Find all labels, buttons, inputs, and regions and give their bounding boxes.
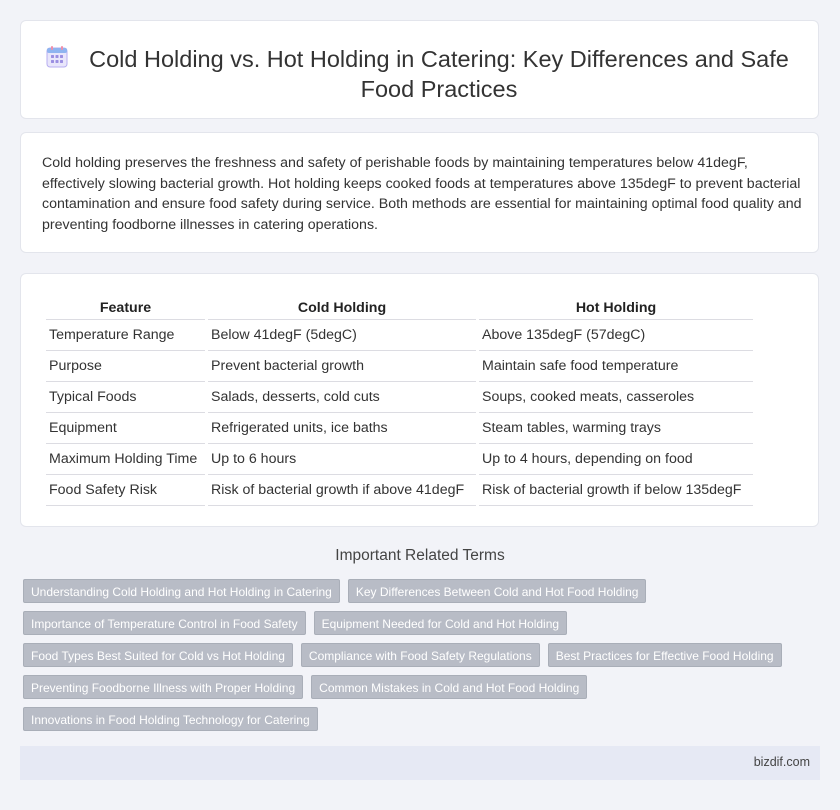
cell-hot: Maintain safe food temperature xyxy=(479,351,753,382)
related-term-tag[interactable]: Importance of Temperature Control in Food Safety xyxy=(23,611,306,635)
cell-cold: Up to 6 hours xyxy=(208,444,476,475)
table-row xyxy=(46,351,753,382)
footer-site-link[interactable]: bizdif.com xyxy=(753,755,810,769)
comparison-table xyxy=(43,296,756,506)
table-row xyxy=(46,382,753,413)
cell-feature: Equipment xyxy=(46,413,205,444)
cell-feature: Purpose xyxy=(46,351,205,382)
cell-hot: Above 135degF (57degC) xyxy=(479,320,753,351)
table-row xyxy=(46,413,753,444)
related-term-tag[interactable]: Compliance with Food Safety Regulations xyxy=(301,643,540,667)
related-term-tag[interactable]: Common Mistakes in Cold and Hot Food Holding xyxy=(311,675,587,699)
cell-cold: Risk of bacterial growth if above 41degF xyxy=(208,475,476,506)
cell-cold: Salads, desserts, cold cuts xyxy=(208,382,476,413)
cell-feature: Food Safety Risk xyxy=(46,475,205,506)
related-terms-list xyxy=(23,579,813,731)
footer-bar xyxy=(20,746,820,780)
intro-card xyxy=(20,132,819,253)
table-row xyxy=(46,320,753,351)
related-term-tag[interactable]: Food Types Best Suited for Cold vs Hot Holding xyxy=(23,643,293,667)
table-row xyxy=(46,475,753,506)
cell-cold: Prevent bacterial growth xyxy=(208,351,476,382)
cell-feature: Typical Foods xyxy=(46,382,205,413)
calendar-icon xyxy=(44,44,70,70)
column-header-hot: Hot Holding xyxy=(479,296,753,320)
page-title: Cold Holding vs. Hot Holding in Catering: Key Differences and Safe Food Practices xyxy=(89,46,789,102)
related-term-tag[interactable]: Understanding Cold Holding and Hot Holding in Catering xyxy=(23,579,340,603)
column-header-cold: Cold Holding xyxy=(208,296,476,320)
cell-hot: Up to 4 hours, depending on food xyxy=(479,444,753,475)
cell-cold: Refrigerated units, ice baths xyxy=(208,413,476,444)
column-header-feature: Feature xyxy=(46,296,205,320)
comparison-card xyxy=(20,273,819,527)
related-term-tag[interactable]: Best Practices for Effective Food Holding xyxy=(548,643,782,667)
cell-hot: Soups, cooked meats, casseroles xyxy=(479,382,753,413)
related-terms-heading: Important Related Terms xyxy=(335,547,505,564)
related-term-tag[interactable]: Preventing Foodborne Illness with Proper Holding xyxy=(23,675,303,699)
cell-hot: Steam tables, warming trays xyxy=(479,413,753,444)
cell-feature: Temperature Range xyxy=(46,320,205,351)
cell-cold: Below 41degF (5degC) xyxy=(208,320,476,351)
table-row xyxy=(46,444,753,475)
related-term-tag[interactable]: Key Differences Between Cold and Hot Food Holding xyxy=(348,579,647,603)
related-term-tag[interactable]: Innovations in Food Holding Technology for Catering xyxy=(23,707,318,731)
cell-hot: Risk of bacterial growth if below 135degF xyxy=(479,475,753,506)
related-term-tag[interactable]: Equipment Needed for Cold and Hot Holding xyxy=(314,611,567,635)
intro-paragraph: Cold holding preserves the freshness and safety of perishable foods by maintaining temperatures below 41degF, effectively slowing bacterial growth. Hot holding keeps cooked foods at temperatures above 135degF to prevent bacterial contamination and ensure food safety during service. Both methods are essential for maintaining optimal food quality and preventing foodborne illnesses in catering operations. xyxy=(42,155,802,233)
title-block xyxy=(44,44,804,104)
cell-feature: Maximum Holding Time xyxy=(46,444,205,475)
table-header-row xyxy=(46,296,753,320)
